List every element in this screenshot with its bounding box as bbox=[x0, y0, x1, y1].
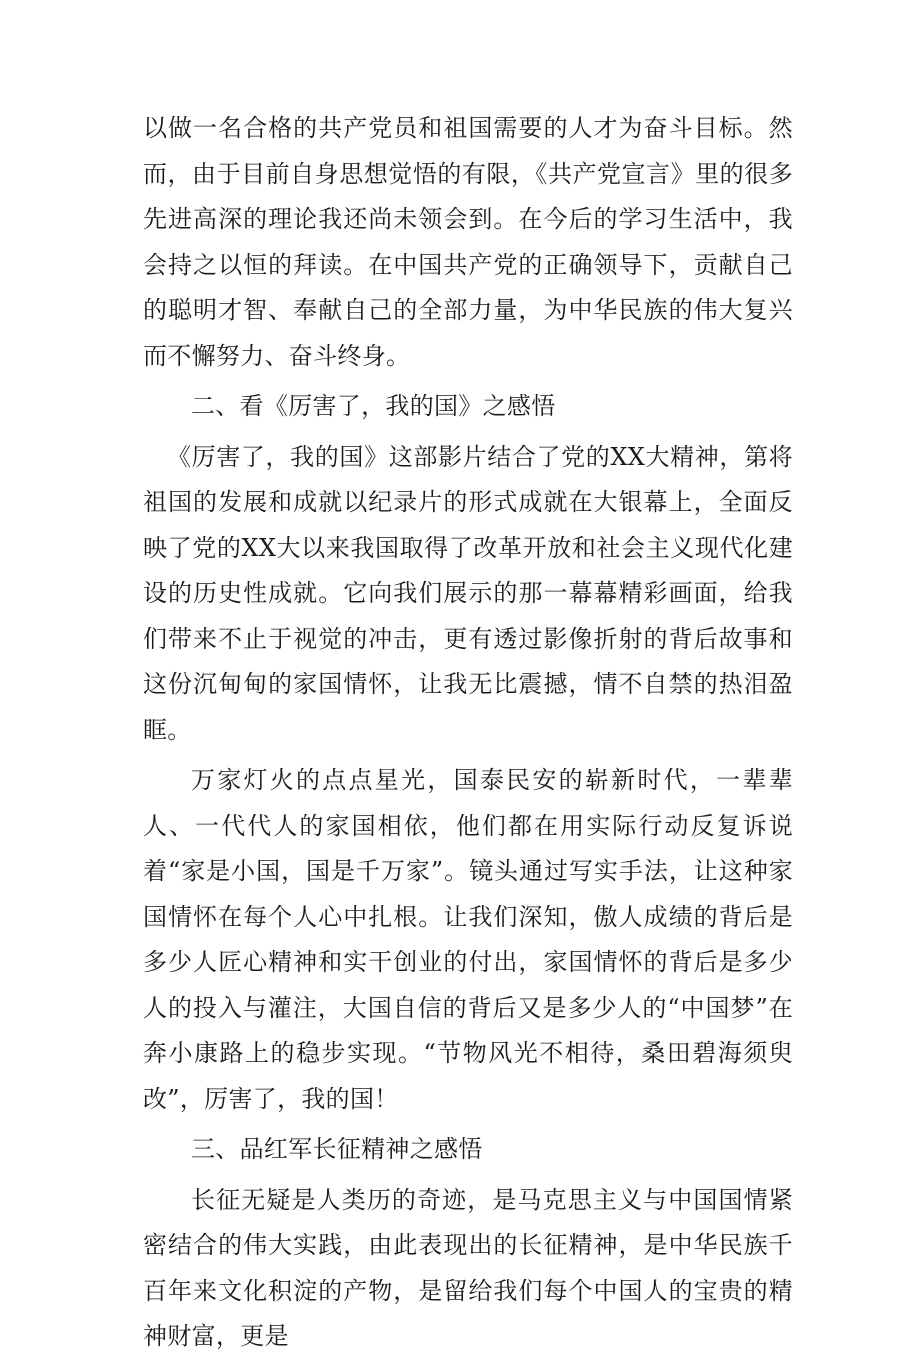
paragraph-long-march: 长征无疑是人类历的奇迹，是马克思主义与中国国情紧密结合的伟大实践，由此表现出的长征精神，是中华民族千百年来文化积淀的产物，是留给我们每个中国人的宝贵的精神财富，更是 bbox=[143, 1185, 793, 1350]
section-heading-2: 二、看《厉害了，我的国》之感悟 bbox=[191, 392, 556, 420]
paragraph-family-nation: 万家灯火的点点星光，国泰民安的崭新时代，一辈辈人、一代代人的家国相依，他们都在用实际行动反复诉说着“家是小国，国是千万家”。镜头通过写实手法，让这种家国情怀在每个人心中扎根。让我们深知，傲人成绩的背后是多少人匠心精神和实干创业的付出，家国情怀的背后是多少人的投入与灌注，大国自信的背后又是多少人的“中国梦”在奔小康路上的稳步实现。“节物风光不相待，桑田碧海须臾改”，厉害了，我的国！ bbox=[143, 766, 793, 1113]
section-heading-3: 三、品红军长征精神之感悟 bbox=[191, 1135, 483, 1163]
paragraph-continuation: 以做一名合格的共产党员和祖国需要的人才为奋斗目标。然而，由于目前自身思想觉悟的有限，《共产党宣言》里的很多先进高深的理论我还尚未领会到。在今后的学习生活中，我会持之以恒的拜读。在中国共产党的正确领导下，贡献自己的聪明才智、奉献自己的全部力量，为中华民族的伟大复兴而不懈努力、奋斗终身。 bbox=[143, 114, 793, 370]
paragraph-film-intro: 《厉害了，我的国》这部影片结合了党的XX大精神，第将祖国的发展和成就以纪录片的形式成就在大银幕上，全面反映了党的XX大以来我国取得了改革开放和社会主义现代化建设的历史性成就。它向我们展示的那一幕幕精彩画面，给我们带来不止于视觉的冲击，更有透过影像折射的背后故事和这份沉甸甸的家国情怀，让我无比震撼，情不自禁的热泪盈眶。 bbox=[143, 442, 793, 744]
document-body bbox=[143, 106, 793, 1365]
